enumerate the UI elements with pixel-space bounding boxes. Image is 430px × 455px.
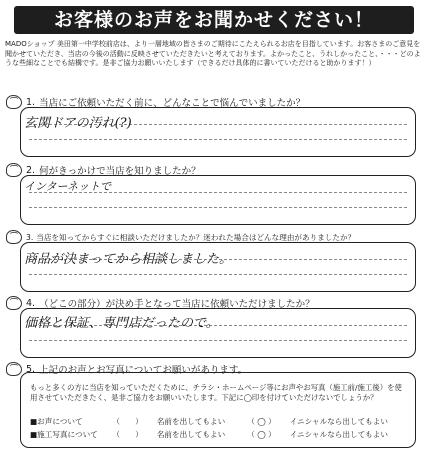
consent-label: ■施工写真について [30, 430, 98, 439]
handwritten-answer-2: インターネットで [24, 180, 112, 193]
ruled-line [29, 207, 407, 208]
speech-bubble-icon: ⌒ [6, 163, 22, 177]
consent-row-voice [30, 416, 388, 427]
request-number: 5. [26, 363, 36, 375]
consent-label: ■お声について [30, 417, 83, 426]
name-option-label: 名前を出してもよい [156, 417, 226, 426]
question-text: （どこの部分）が決め手となって当店に依頼いただけましたか？ [39, 299, 315, 310]
question-text: 当店を知ってからすぐに相談いただけましたか？迷われた場合はどんな理由がありましたか？ [36, 232, 356, 242]
handwritten-answer-1: 玄関ドアの汚れ(?) [24, 116, 132, 131]
speech-bubble-icon: ⌒ [6, 296, 22, 310]
speech-bubble-icon: ⌒ [6, 95, 22, 109]
question-number: 1. [26, 96, 36, 108]
ruled-line [29, 139, 407, 140]
question-number: 2. [26, 164, 36, 176]
consent-row-photo [30, 429, 388, 440]
name-option-label: 名前を出してもよい [156, 430, 226, 439]
handwritten-answer-3: 商品が決まってから相談しました。 [24, 252, 233, 267]
speech-bubble-icon: ⌒ [6, 362, 22, 376]
question-number: 3. [26, 232, 34, 242]
request-body: もっと多くの方に当店を知っていただくために、チラシ・ホームページ等にお声やお写真（施工前/施工後）を使用させていただきたく、是非ご協力をお願いいたします。下記に◯印を付けていただけないでしょうか？ [30, 383, 402, 402]
question-text: 当店にご依頼いただく前に、どんなことで悩んでいましたか？ [39, 98, 306, 109]
handwritten-answer-4: 価格と保証、専門店だったので。 [24, 316, 219, 331]
question-text: 何がきっかけで当店を知りましたか？ [39, 166, 201, 177]
ruled-line [29, 340, 407, 341]
request-heading-text: 上記のお声とお写真についてお願いがあります。 [39, 365, 248, 376]
initial-option-label: イニシャルなら出してもよい [289, 417, 388, 426]
question-number: 4. [26, 297, 36, 309]
page-title: お客様のお声をお聞かせください！ [14, 6, 414, 34]
intro-text: MADOショップ 美田第一中学校前店は、より一層地域の皆さまのご期待にこたえられるお店を目指しています。お客さまのご意見を聞かせていただき、当店の今後の活動に反映させていただきたいと考えております。よかったこと、うれしかったこと、・・・どのような些細なことでも結構です。是非ご協力お願いいたします（できるだけ具体的に書いていただけると助かります！） [5, 40, 421, 68]
ruled-line [29, 274, 407, 275]
speech-bubble-icon: ⌒ [6, 230, 22, 244]
name-option-checkbox[interactable]: （ ） [112, 417, 143, 426]
initial-option-checkbox[interactable]: （ ◯ ） [247, 417, 276, 426]
initial-option-label: イニシャルなら出してもよい [289, 430, 388, 439]
initial-option-checkbox[interactable]: （ ◯ ） [247, 430, 276, 439]
name-option-checkbox[interactable]: （ ） [112, 430, 143, 439]
